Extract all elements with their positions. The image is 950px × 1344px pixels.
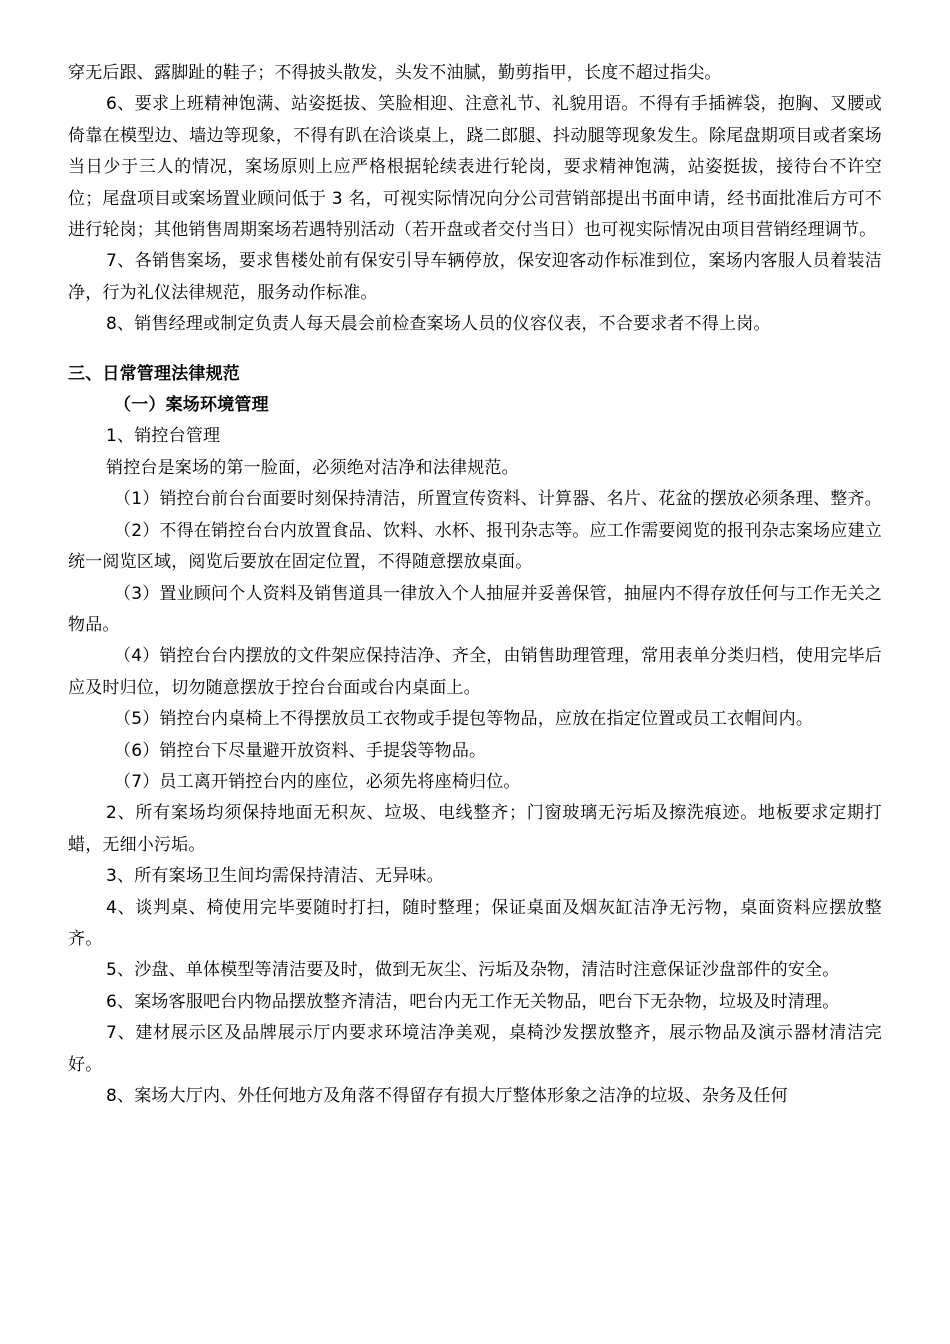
item-1-intro: 销控台是案场的第一脸面，必须绝对洁净和法律规范。 [106, 457, 519, 478]
subsection-title: （一）案场环境管理 [114, 395, 269, 416]
item-1-title: 1、销控台管理 [106, 426, 221, 447]
section-title: 三、日常管理法律规范 [68, 363, 240, 384]
item-3: 3、所有案场卫生间均需保持清洁、无异味。 [106, 866, 444, 887]
item-5: 5、沙盘、单体模型等清洁要及时，做到无灰尘、污垢及杂物，清洁时注意保证沙盘部件的安全。 [106, 960, 840, 981]
document-page [68, 58, 882, 1112]
item-1-point-6: （6）销控台下尽量避开放资料、手提袋等物品。 [114, 740, 487, 761]
paragraph-shoes-hair: 穿无后跟、露脚趾的鞋子；不得披头散发，头发不油腻，勤剪指甲，长度不超过指尖。 [68, 63, 722, 83]
paragraph-item-6: 6、要求上班精神饱满、站姿挺拔、笑脸相迎、注意礼节、礼貌用语。不得有手插裤袋，抱胸、叉腰或倚靠在模型边、墙边等现象，不得有趴在洽谈桌上，跷二郎腿、抖动腿等现象发生。除尾盘期项目或者案场当日少于三人的情况，案场原则上应严格根据轮续表进行轮岗，要求精神饱满，站姿挺拔，接待台不许空位；尾盘项目或案场置业顾问低于 3 名，可视实际情况向分公司营销部提出书面申请，经书面批准后方可不进行轮岗；其他销售周期案场若遇特别活动（若开盘或者交付当日）也可视实际情况由项目营销经理调节。 [68, 94, 882, 241]
paragraph-item-8: 8、销售经理或制定负责人每天晨会前检查案场人员的仪容仪表，不合要求者不得上岗。 [106, 314, 771, 335]
item-7: 7、建材展示区及品牌展示厅内要求环境洁净美观，桌椅沙发摆放整齐，展示物品及演示器材清洁完好。 [68, 1023, 882, 1075]
item-8: 8、案场大厅内、外任何地方及角落不得留存有损大厅整体形象之洁净的垃圾、杂务及任何 [106, 1086, 788, 1106]
item-1-point-1: （1）销控台前台台面要时刻保持清洁，所置宣传资料、计算器、名片、花盆的摆放必须条理、整齐。 [114, 489, 882, 510]
item-1-point-2: （2）不得在销控台台内放置食品、饮料、水杯、报刊杂志等。应工作需要阅览的报刊杂志案场应建立统一阅览区域，阅览后要放在固定位置，不得随意摆放桌面。 [68, 520, 882, 573]
item-1-point-3: （3）置业顾问个人资料及销售道具一律放入个人抽屉并妥善保管，抽屉内不得存放任何与工作无关之物品。 [68, 583, 882, 635]
item-6: 6、案场客服吧台内物品摆放整齐清洁，吧台内无工作无关物品，吧台下无杂物，垃圾及时清理。 [106, 991, 840, 1012]
item-1-point-4: （4）销控台台内摆放的文件架应保持洁净、齐全，由销售助理管理，常用表单分类归档，使用完毕后应及时归位，切勿随意摆放于控台台面或台内桌面上。 [68, 646, 882, 698]
item-4: 4、谈判桌、椅使用完毕要随时打扫，随时整理；保证桌面及烟灰缸洁净无污物，桌面资料应摆放整齐。 [68, 897, 882, 949]
item-1-point-7: （7）员工离开销控台内的座位，必须先将座椅归位。 [114, 771, 521, 792]
paragraph-item-7: 7、各销售案场，要求售楼处前有保安引导车辆停放，保安迎客动作标准到位，案场内客服人员着装洁净，行为礼仪法律规范，服务动作标准。 [68, 251, 882, 303]
item-1-point-5: （5）销控台内桌椅上不得摆放员工衣物或手提包等物品，应放在指定位置或员工衣帽间内。 [114, 709, 814, 730]
item-2: 2、所有案场均须保持地面无积灰、垃圾、电线整齐；门窗玻璃无污垢及擦洗痕迹。地板要求定期打蜡，无细小污垢。 [68, 803, 882, 855]
